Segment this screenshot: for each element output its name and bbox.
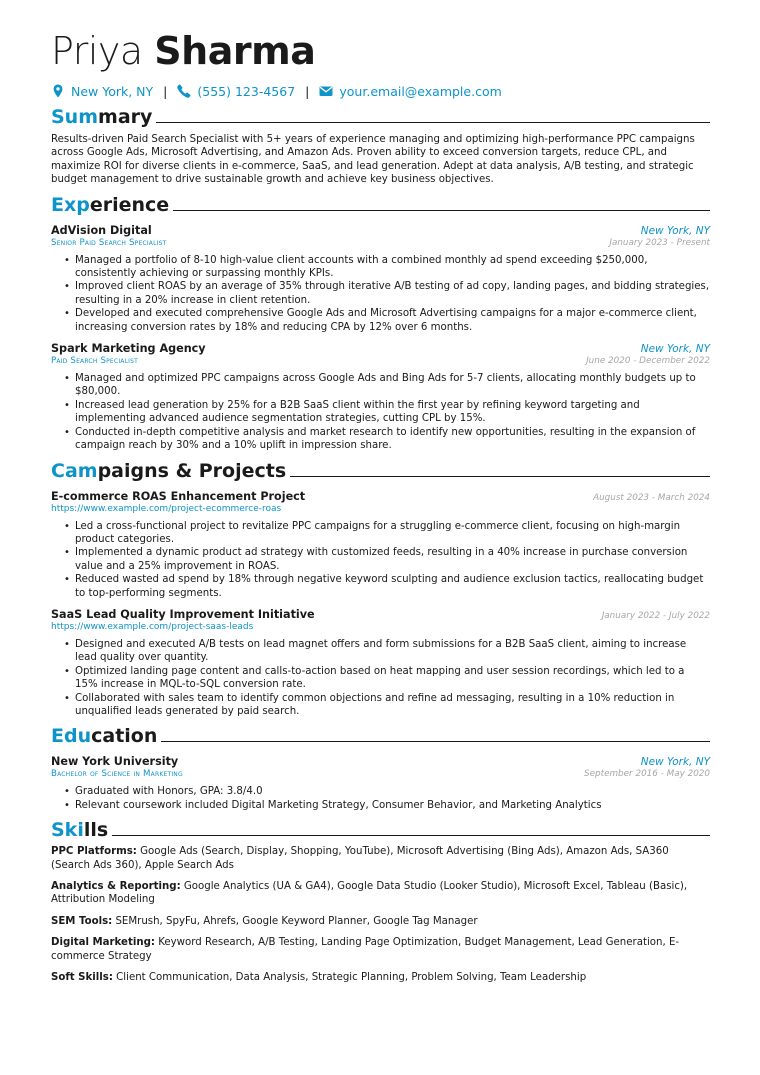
skills-list	[51, 845, 710, 984]
skill-row	[51, 880, 710, 907]
bullet-item: • Reduced wasted ad spend by 18% through negative keyword sculpting and audience exclusion tactics, reallocating budget to top-performing segments.	[64, 573, 710, 600]
bullet-item: • Implemented a dynamic product ad strategy with customized feeds, resulting in a 40% increase in purchase conversion value and a 25% improvement in ROAS.	[64, 546, 710, 573]
project-link[interactable]: https://www.example.com/project-saas-leads	[51, 621, 254, 632]
skill-row	[51, 936, 710, 963]
bullet-item: • Optimized landing page content and calls-to-action based on heat mapping and user session recordings, which led to a 15% increase in MQL-to-SQL conversion rate.	[64, 665, 710, 692]
degree: Bachelor of Science in Marketing	[51, 769, 183, 780]
skill-label: Digital Marketing:	[51, 937, 155, 949]
section-education	[51, 725, 710, 747]
section-divider	[161, 741, 710, 742]
education-dates: September 2016 - May 2020	[584, 769, 710, 780]
school-name: New York University	[51, 755, 179, 769]
last-name: Sharma	[154, 29, 316, 73]
contact-line	[51, 82, 710, 100]
section-skills	[51, 819, 710, 841]
skill-value: Google Ads (Search, Display, Shopping, YouTube), Microsoft Advertising (Bing Ads), Amazon Ads, SA360 (Search Ads 360), Apple Search Ads	[51, 846, 669, 871]
experience-entry	[51, 224, 710, 334]
skill-label: Soft Skills:	[51, 972, 113, 984]
job-dates: June 2020 - December 2022	[586, 356, 710, 367]
bullet-list	[51, 254, 710, 334]
job-location: New York, NY	[640, 224, 710, 237]
job-role: Paid Search Specialist	[51, 356, 138, 367]
bullet-item: • Developed and executed comprehensive Google Ads and Microsoft Advertising campaigns for a major e-commerce client, increasing conversion rates by 18% and reducing CPA by 12% over 6 months.	[64, 307, 710, 334]
bullet-item: • Managed a portfolio of 8-10 high-value client accounts with a combined monthly ad spend exceeding $250,000, consistently achieving or surpassing monthly KPIs.	[64, 254, 710, 281]
bullet-list	[51, 638, 710, 718]
bullet-item: • Graduated with Honors, GPA: 3.8/4.0	[64, 785, 710, 798]
bullet-item: • Designed and executed A/B tests on lead magnet offers and form submissions for a B2B SaaS client, aiming to increase lead quality over quantity.	[64, 638, 710, 665]
company-name: AdVision Digital	[51, 223, 152, 237]
section-divider	[112, 835, 710, 836]
email-link[interactable]: your.email@example.com	[339, 83, 502, 99]
bullet-item: • Conducted in-depth competitive analysis and market research to identify new opportunities, resulting in the expansion of campaign reach by 30% and a 10% uplift in impression share.	[64, 426, 710, 453]
candidate-name	[51, 28, 710, 74]
skill-value: Keyword Research, A/B Testing, Landing Page Optimization, Budget Management, Lead Generation, E-commerce Strategy	[51, 937, 680, 962]
section-title: Summary	[51, 106, 153, 128]
separator: |	[163, 83, 168, 99]
job-role: Senior Paid Search Specialist	[51, 237, 167, 248]
separator: |	[305, 83, 310, 99]
bullet-list	[51, 372, 710, 452]
section-summary	[51, 106, 710, 128]
location-text: New York, NY	[71, 83, 154, 99]
education-entry	[51, 755, 710, 812]
bullet-item: • Increased lead generation by 25% for a B2B SaaS client within the first year by refining keyword targeting and implementing advanced audience segmentation strategies, cutting CPL by 15%.	[64, 399, 710, 426]
section-divider	[156, 122, 710, 123]
skill-row	[51, 971, 710, 984]
section-divider	[173, 210, 710, 211]
project-link[interactable]: https://www.example.com/project-ecommerce-roas	[51, 503, 282, 514]
job-location: New York, NY	[640, 343, 710, 356]
skill-label: SEM Tools:	[51, 915, 113, 927]
skill-value: Client Communication, Data Analysis, Strategic Planning, Problem Solving, Team Leadership	[116, 972, 587, 984]
school-location: New York, NY	[640, 756, 710, 769]
skill-label: PPC Platforms:	[51, 846, 137, 858]
section-experience	[51, 194, 710, 216]
bullet-item: • Managed and optimized PPC campaigns across Google Ads and Bing Ads for 5-7 clients, allocating monthly budgets up to $80,000.	[64, 372, 710, 399]
section-title: Campaigns & Projects	[51, 459, 287, 482]
bullet-list	[51, 785, 710, 812]
experience-entry	[51, 342, 710, 452]
skill-label: Analytics & Reporting:	[51, 881, 181, 892]
section-divider	[290, 476, 710, 477]
project-name: SaaS Lead Quality Improvement Initiative	[51, 607, 315, 621]
envelope-icon	[319, 84, 333, 98]
phone-icon	[177, 84, 191, 98]
project-entry	[51, 490, 710, 600]
bullet-list	[51, 520, 710, 600]
section-projects	[51, 460, 710, 482]
bullet-item: • Collaborated with sales team to identify common objections and refine ad messaging, resulting in a 10% reduction in unqualified leads generated by paid search.	[64, 692, 710, 719]
skill-value: SEMrush, SpyFu, Ahrefs, Google Keyword Planner, Google Tag Manager	[115, 915, 478, 927]
company-name: Spark Marketing Agency	[51, 342, 206, 356]
phone-text: (555) 123-4567	[197, 83, 296, 99]
bullet-item: • Improved client ROAS by an average of 35% through iterative A/B testing of ad copy, landing pages, and bidding strategies, resulting in a 20% increase in client retention.	[64, 280, 710, 307]
job-dates: January 2023 - Present	[609, 237, 710, 248]
project-dates: January 2022 - July 2022	[601, 610, 710, 621]
skill-row	[51, 915, 710, 928]
project-name: E-commerce ROAS Enhancement Project	[51, 489, 306, 503]
bullet-item: • Relevant coursework included Digital Marketing Strategy, Consumer Behavior, and Marketing Analytics	[64, 799, 710, 812]
map-marker-icon	[51, 84, 65, 98]
skill-row	[51, 845, 710, 872]
section-title: Education	[51, 725, 158, 748]
skill-value: Google Analytics (UA & GA4), Google Data Studio (Looker Studio), Microsoft Excel, Tableau (Basic), Attribution Modeling	[51, 881, 688, 906]
project-dates: August 2023 - March 2024	[593, 492, 710, 503]
summary-text: Results-driven Paid Search Specialist with 5+ years of experience managing and optimizing high-performance PPC campaigns across Google Ads, Microsoft Advertising, and Amazon Ads. Proven ability to exceed conversion targets, reduce CPL, and maximize ROI for diverse clients in e-commerce, SaaS, and lead generation. Adept at data analysis, A/B testing, and strategic budget management to drive sustainable growth and achieve key business objectives.	[51, 134, 695, 186]
first-name: Priya	[51, 29, 143, 73]
section-title: Skills	[51, 819, 109, 842]
section-title: Experience	[51, 193, 170, 216]
bullet-item: • Led a cross-functional project to revitalize PPC campaigns for a struggling e-commerce client, focusing on high-margin product categories.	[64, 520, 710, 547]
project-entry	[51, 608, 710, 718]
